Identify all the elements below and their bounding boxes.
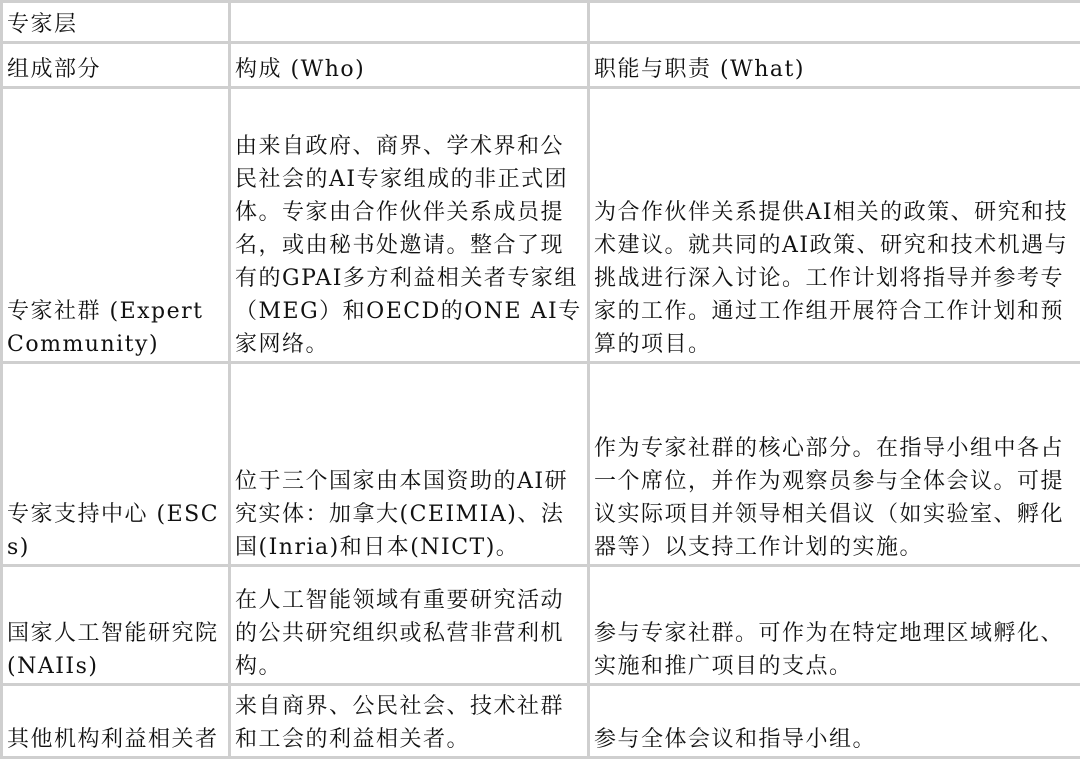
who-cell [230,566,589,685]
who-text: 来自商界、公民社会、技术社群和工会的利益相关者。 [235,694,565,752]
table-row [2,363,1080,566]
who-cell [230,685,589,758]
who-text: 由来自政府、商界、学术界和公民社会的AI专家组成的非正式团体。专家由合作伙伴关系成员提名，或由秘书处邀请。整合了现有的GPAI多方利益相关者专家组（MEG）和OECD的ONE AI专家网络。 [235,134,582,357]
what-text: 为合作伙伴关系提供AI相关的政策、研究和技术建议。就共同的AI政策、研究和技术机遇与挑战进行深入讨论。工作计划将指导并参考专家的工作。通过工作组开展符合工作计划和预算的项目。 [594,200,1069,357]
component-name: 专家社群 (Expert Community) [7,299,204,357]
what-cell [589,685,1080,758]
who-text: 位于三个国家由本国资助的AI研究实体：加拿大(CEIMIA)、法国(Inria)和日本(NICT)。 [235,469,569,560]
header-cell-who [230,43,589,88]
who-text: 在人工智能领域有重要研究活动的公共研究组织或私营非营利机构。 [235,588,565,679]
header-cell-what [589,43,1080,88]
what-cell [589,566,1080,685]
component-cell [2,88,230,363]
who-cell [230,363,589,566]
what-cell [589,363,1080,566]
header-row [2,43,1080,88]
section-empty-cell [589,2,1080,43]
component-name: 其他机构利益相关者 [7,727,219,752]
header-component-label: 组成部分 [7,57,102,82]
what-text: 作为专家社群的核心部分。在指导小组中各占一个席位，并作为观察员参与全体会议。可提议实际项目并领导相关倡议（如实验室、孵化器等）以支持工作计划的实施。 [594,436,1065,560]
what-text: 参与全体会议和指导小组。 [594,727,877,752]
component-cell [2,566,230,685]
header-what-label: 职能与职责 (What) [594,57,805,82]
table-row [2,685,1080,758]
component-cell [2,363,230,566]
component-name: 专家支持中心 (ESCs) [7,502,220,560]
what-cell [589,88,1080,363]
section-title: 专家层 [7,12,78,37]
table-row [2,88,1080,363]
component-cell [2,685,230,758]
header-cell-component [2,43,230,88]
header-who-label: 构成 (Who) [235,57,366,82]
section-row [2,2,1080,43]
table-row [2,566,1080,685]
section-title-cell [2,2,230,43]
what-text: 参与专家社群。可作为在特定地理区域孵化、实施和推广项目的支点。 [594,621,1065,679]
component-name: 国家人工智能研究院 (NAIIs) [7,621,219,679]
who-cell [230,88,589,363]
section-empty-cell [230,2,589,43]
